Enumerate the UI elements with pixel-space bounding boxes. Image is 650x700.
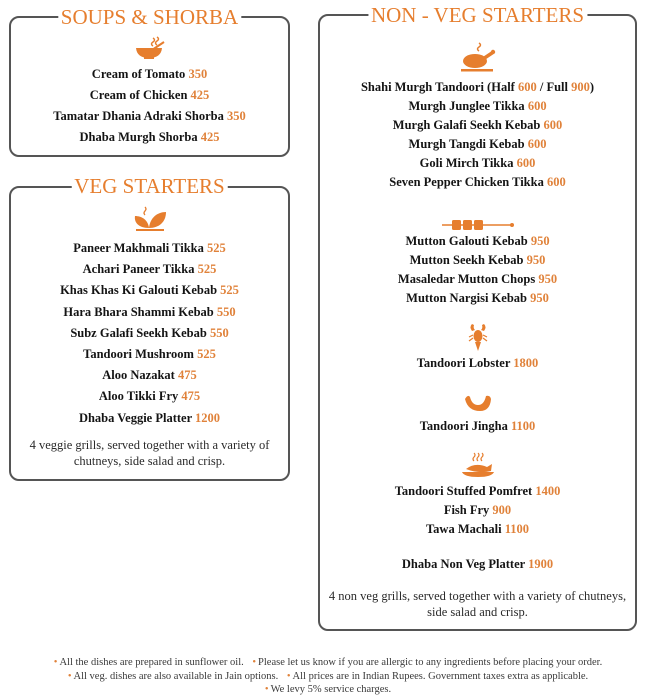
- menu-item: Aloo Tikki Fry 475: [98, 389, 201, 404]
- menu-item: Dhaba Non Veg Platter 1900: [401, 557, 554, 571]
- menu-item: Subz Galafi Seekh Kebab 550: [70, 325, 229, 340]
- menu-item: Murgh Galafi Seekh Kebab 600: [392, 118, 563, 132]
- menu-item: Masaledar Mutton Chops 950: [397, 272, 558, 286]
- menu-item: Cream of Chicken 425: [89, 88, 210, 102]
- menu-item: Achari Paneer Tikka 525: [82, 262, 217, 277]
- menu-item: Dhaba Murgh Shorba 425: [79, 130, 220, 144]
- menu-item: Cream of Tomato 350: [91, 67, 208, 81]
- menu-item: Tandoori Jingha 1100: [419, 419, 536, 433]
- lobster-icon: [467, 322, 489, 352]
- menu-item: Tandoori Lobster 1800: [416, 356, 539, 370]
- menu-item: Hara Bhara Shammi Kebab 550: [63, 304, 236, 319]
- platter-description: 4 veggie grills, served together with a variety of chutneys, side salad and crisp.: [29, 438, 270, 468]
- price: 1900: [528, 557, 554, 571]
- price: 350: [226, 109, 246, 123]
- section-title: SOUPS & SHORBA: [58, 7, 241, 28]
- menu-item: Mutton Galouti Kebab 950: [405, 234, 550, 248]
- soups-list: [11, 64, 288, 148]
- price: 350: [188, 67, 208, 81]
- price: 950: [530, 291, 549, 305]
- menu-item: Tawa Machali 1100: [425, 522, 530, 536]
- menu-item: Khas Khas Ki Galouti Kebab 525: [60, 283, 239, 298]
- prawn-group: [320, 393, 635, 436]
- fish-group: [320, 452, 635, 539]
- bullet-icon: •: [53, 657, 58, 668]
- section-title: VEG STARTERS: [71, 176, 228, 197]
- price: 425: [200, 130, 220, 144]
- price-half: 600: [517, 80, 537, 94]
- nonveg-platter-group: [320, 555, 635, 574]
- footer-notes: [0, 656, 650, 697]
- price: 475: [177, 368, 197, 383]
- menu-item: Mutton Seekh Kebab 950: [409, 253, 546, 267]
- lobster-group: [320, 322, 635, 373]
- soup-bowl-icon: [133, 36, 167, 60]
- menu-item: Goli Mirch Tikka 600: [419, 156, 536, 170]
- veg-list: [11, 238, 288, 429]
- price-full: 900: [571, 80, 590, 94]
- price: 525: [220, 283, 239, 298]
- price: 600: [543, 118, 563, 132]
- price: 950: [526, 253, 546, 267]
- leaf-icon: [132, 206, 168, 232]
- price: 425: [190, 88, 210, 102]
- price: 900: [492, 503, 512, 517]
- price: 550: [209, 325, 229, 340]
- mutton-group: [320, 219, 635, 308]
- footer-line: • We levy 5% service charges.: [264, 684, 392, 695]
- bullet-icon: •: [67, 670, 72, 682]
- footer-line: • All veg. dishes are also available in Jain options. • All prices are in Indian Rupees. Government taxes extra as applicable.: [67, 670, 589, 682]
- skewer-kebab-icon: [440, 219, 516, 231]
- platter-description: 4 non veg grills, served together with a variety of chutneys, side salad and crisp.: [328, 589, 627, 619]
- menu-item: Fish Fry 900: [443, 503, 512, 517]
- price: 950: [530, 234, 550, 248]
- soups-section: [9, 5, 290, 157]
- price: 475: [181, 389, 201, 404]
- price: 600: [546, 175, 566, 189]
- roast-chicken-icon: [459, 42, 497, 72]
- menu-item: Tamatar Dhania Adraki Shorba 350: [53, 109, 246, 123]
- chicken-group: [320, 42, 635, 192]
- price: 1100: [510, 419, 536, 433]
- price: 600: [527, 99, 547, 113]
- menu-item: Tandoori Mushroom 525: [83, 346, 216, 361]
- fish-platter-icon: [461, 452, 495, 478]
- nonveg-starters-section: [318, 3, 637, 631]
- price: 1200: [195, 410, 221, 425]
- price: 1400: [535, 484, 561, 498]
- menu-item: Murgh Tangdi Kebab 600: [408, 137, 547, 151]
- price: 525: [197, 262, 217, 277]
- bullet-icon: •: [286, 670, 291, 682]
- veg-starters-section: [9, 174, 290, 481]
- price: 525: [197, 346, 216, 361]
- price: 1800: [513, 356, 539, 370]
- price: 600: [516, 156, 536, 170]
- menu-item: Shahi Murgh Tandoori (Half 600 / Full 900): [360, 80, 595, 94]
- bullet-icon: •: [252, 657, 257, 668]
- price: 1100: [504, 522, 530, 536]
- menu-item: Seven Pepper Chicken Tikka 600: [389, 175, 566, 189]
- bullet-icon: •: [264, 684, 269, 695]
- section-title: NON - VEG STARTERS: [368, 5, 587, 26]
- menu-item: Tandoori Stuffed Pomfret 1400: [394, 484, 561, 498]
- price: 550: [216, 304, 236, 319]
- menu-item: Mutton Nargisi Kebab 950: [406, 291, 549, 305]
- prawn-icon: [462, 393, 494, 415]
- footer-line: • All the dishes are prepared in sunflower oil. • Please let us know if you are allergic to any ingredients before placing your order.: [53, 657, 603, 668]
- price: 525: [206, 241, 226, 255]
- price: 950: [538, 272, 558, 286]
- menu-item: Murgh Junglee Tikka 600: [408, 99, 547, 113]
- menu-item: Aloo Nazakat 475: [102, 368, 197, 383]
- menu-item: Dhaba Veggie Platter 1200: [78, 410, 221, 425]
- menu-item: Paneer Makhmali Tikka 525: [73, 241, 226, 255]
- price: 600: [527, 137, 547, 151]
